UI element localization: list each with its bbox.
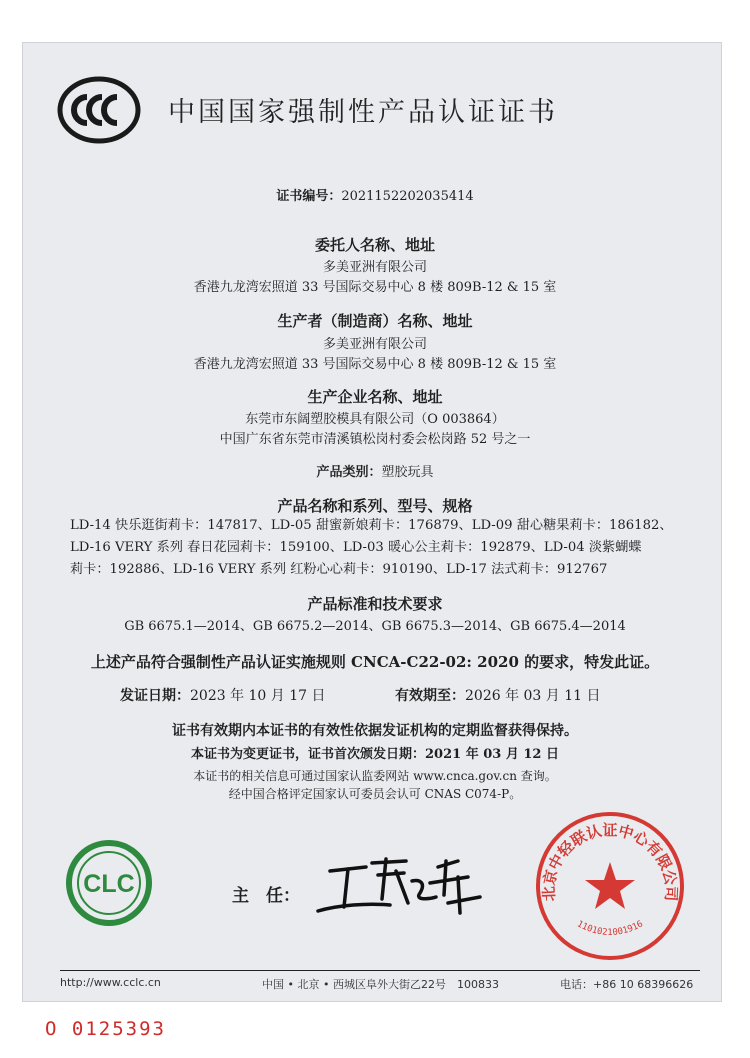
standards-value: GB 6675.1—2014、GB 6675.2—2014、GB 6675.3—2014、GB 6675.4—2014 (124, 619, 626, 634)
director-signature (308, 853, 484, 919)
accreditation-note: 经中国合格评定国家认可委员会认可 CNAS C074-P。 (228, 787, 522, 801)
client-heading: 委托人名称、地址 (314, 236, 435, 254)
svg-text:北京中轻联认证中心有限公司: 北京中轻联认证中心有限公司 (539, 821, 681, 902)
category-row (40, 461, 710, 480)
serial-prefix: O (45, 1018, 59, 1040)
products-line: 莉卡：192886、LD-16 VERY 系列 红粉心心莉卡：910190、LD-17 法式莉卡：912767 (70, 562, 608, 577)
issue-date: 2023 年 10 月 17 日 (190, 688, 326, 704)
factory-address: 中国广东省东莞市清溪镇松岗村委会松岗路 52 号之一 (219, 432, 531, 447)
standards-heading: 产品标准和技术要求 (307, 595, 443, 613)
valid-date-row (395, 685, 601, 705)
issue-date-row (120, 685, 326, 705)
manufacturer-name: 多美亚洲有限公司 (322, 337, 427, 352)
director-label: 主 任： (232, 886, 300, 906)
footer-website: http://www.cclc.cn (60, 976, 161, 989)
client-name: 多美亚洲有限公司 (322, 260, 427, 275)
valid-date-label: 有效期至： (395, 688, 465, 704)
manufacturer-address: 香港九龙湾宏照道 33 号国际交易中心 8 楼 809B-12 & 15 室 (193, 357, 557, 372)
factory-name: 东莞市东阔塑胶模具有限公司（O 003864） (245, 412, 505, 427)
footer-phone: 电话：+86 10 68396626 (560, 978, 694, 991)
valid-date: 2026 年 03 月 11 日 (465, 688, 601, 704)
footer-divider (60, 970, 700, 971)
serial-digits: 0125393 (71, 1018, 166, 1040)
svg-text:1101021001916: 1101021001916 (575, 919, 645, 938)
footer-address: 中国 • 北京 • 西城区阜外大街乙22号 100833 (262, 978, 499, 991)
clc-logo-icon (66, 840, 152, 926)
certificate-number: 2021152202035414 (341, 189, 474, 204)
svg-text:CLC: CLC (83, 870, 135, 898)
ccc-logo-icon (57, 75, 141, 145)
client-address: 香港九龙湾宏照道 33 号国际交易中心 8 楼 809B-12 & 15 室 (193, 280, 557, 295)
certificate-number-row (40, 185, 710, 204)
category-value: 塑胶玩具 (381, 465, 434, 480)
products-heading: 产品名称和系列、型号、规格 (277, 497, 473, 515)
products-line: LD-14 快乐逛街莉卡：147817、LD-05 甜蜜新娘莉卡：176879、LD-09 甜心糖果莉卡：186182、 (70, 518, 673, 533)
issue-date-label: 发证日期： (120, 688, 190, 704)
serial-number (45, 1018, 166, 1040)
certificate-number-label: 证书编号： (276, 189, 342, 204)
certificate-title: 中国国家强制性产品认证证书 (168, 97, 558, 128)
compliance-statement: 上述产品符合强制性产品认证实施规则 CNCA-C22-02: 2020 的要求，特发此证。 (90, 653, 660, 671)
manufacturer-heading: 生产者（制造商）名称、地址 (277, 312, 473, 330)
category-label: 产品类别： (316, 465, 382, 480)
certification-seal (534, 810, 686, 962)
products-line: LD-16 VERY 系列 春日花园莉卡：159100、LD-03 暖心公主莉卡：192879、LD-04 淡紫蝴蝶 (70, 540, 642, 555)
factory-heading: 生产企业名称、地址 (307, 388, 443, 406)
validity-note: 证书有效期内本证书的有效性依据发证机构的定期监督获得保持。 (172, 723, 578, 739)
change-note: 本证书为变更证书，证书首次颁发日期：2021 年 03 月 12 日 (191, 747, 559, 762)
query-note: 本证书的相关信息可通过国家认监委网站 www.cnca.gov.cn 查询。 (193, 769, 557, 783)
